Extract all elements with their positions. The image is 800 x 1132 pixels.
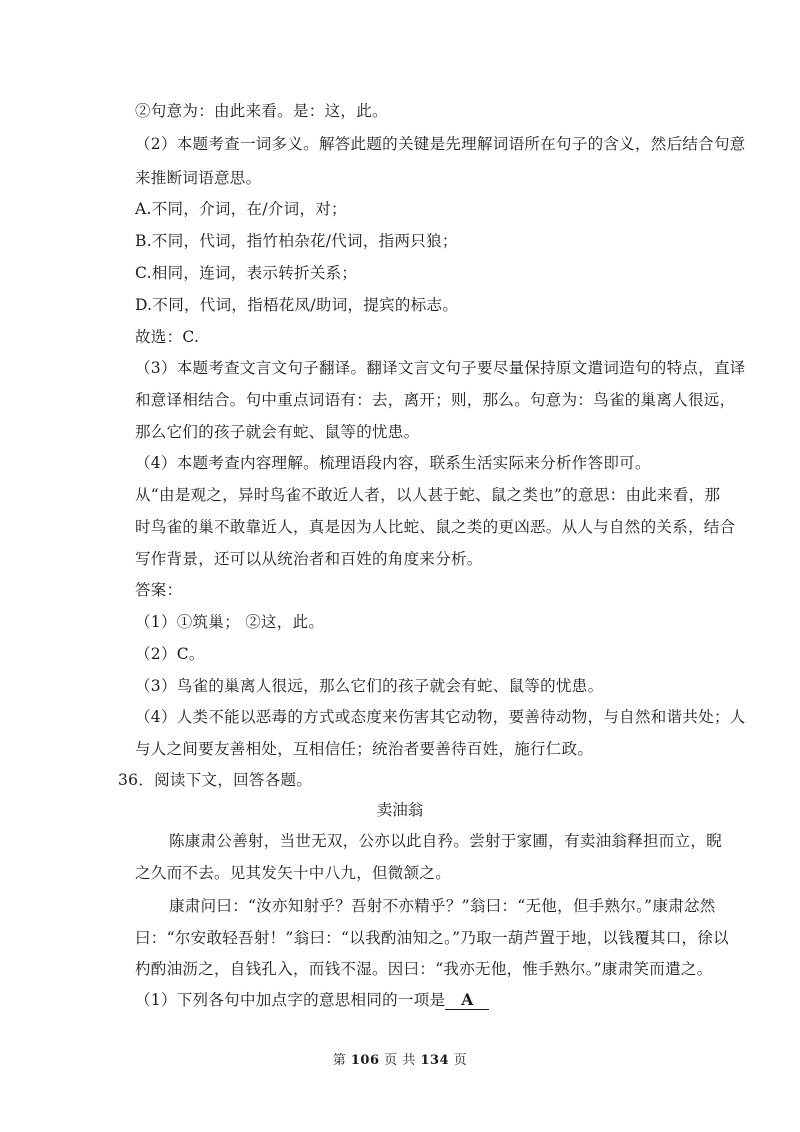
- text-line: A.不同，介词，在/介词，对；: [135, 200, 347, 218]
- footer-prefix: 第: [332, 1053, 347, 1068]
- passage-title: 卖油翁: [376, 801, 424, 819]
- text-line: （2）C。: [135, 645, 205, 663]
- footer-middle: 页 共: [384, 1053, 416, 1068]
- text-line: 从“由是观之，异时鸟雀不敢近人者，以人甚于蛇、鼠之类也”的意思：由此来看，那: [135, 486, 721, 504]
- page-footer: [0, 1052, 800, 1070]
- text-line: C.相同，连词，表示转折关系；: [135, 264, 358, 282]
- text-line: （3）本题考查文言文句子翻译。翻译文言文句子要尽量保持原文遣词造句的特点，直译: [135, 359, 746, 377]
- text-line: （4）人类不能以恶毒的方式或态度来伤害其它动物，要善待动物，与自然和谐共处；人: [135, 708, 746, 726]
- question-1: [135, 989, 489, 1011]
- question-prompt: （1）下列各句中加点字的意思相同的一项是: [135, 991, 446, 1009]
- text-line: 故选：C.: [135, 328, 200, 346]
- text-line: 答案：: [135, 581, 183, 599]
- text-line: D.不同，代词，指梧花凤/助词，提宾的标志。: [135, 296, 459, 314]
- text-line: （2）本题考查一词多义。解答此题的关键是先理解词语所在句子的含义，然后结合句意: [135, 135, 746, 153]
- answer-blank: A: [445, 991, 489, 1010]
- text-line: 和意译相结合。句中重点词语有：去，离开；则，那么。句意为：鸟雀的巢离人很远，: [135, 391, 736, 409]
- footer-suffix: 页: [453, 1053, 468, 1068]
- passage-line: 陈康肃公善射，当世无双，公亦以此自矜。尝射于家圃，有卖油翁释担而立，睨: [169, 832, 723, 850]
- passage-line: 之久而不去。见其发矢十中八九，但微颔之。: [135, 864, 452, 882]
- text-line: ②句意为：由此来看。是：这，此。: [135, 102, 388, 120]
- text-line: 那么它们的孩子就会有蛇、鼠等的忧患。: [135, 423, 420, 441]
- current-page-number: 106: [350, 1053, 380, 1068]
- passage-line: 曰：“尔安敢轻吾射！”翁曰：“以我酌油知之。”乃取一葫芦置于地，以钱覆其口，徐以: [135, 929, 729, 947]
- text-line: B.不同，代词，指竹柏杂花/代词，指两只狼；: [135, 232, 458, 250]
- total-page-number: 134: [420, 1053, 450, 1068]
- passage-line: 康肃问曰：“汝亦知射乎？吾射不亦精乎？”翁曰：“无他，但手熟尔。”康肃忿然: [169, 897, 716, 915]
- text-line: 来推断词语意思。: [135, 169, 262, 187]
- text-line: （4）本题考查内容理解。梳理语段内容，联系生活实际来分析作答即可。: [135, 454, 651, 472]
- question-number-36: 36．阅读下文，回答各题。: [118, 771, 313, 789]
- text-line: （1）①筑巢； ②这，此。: [135, 613, 325, 631]
- text-line: 时鸟雀的巢不敢靠近人，真是因为人比蛇、鼠之类的更凶恶。从人与自然的关系，结合: [135, 518, 736, 536]
- text-line: 写作背景，还可以从统治者和百姓的角度来分析。: [135, 550, 483, 568]
- text-line: （3）鸟雀的巢离人很远，那么它们的孩子就会有蛇、鼠等的忧患。: [135, 677, 604, 695]
- text-line: 与人之间要友善相处，互相信任；统治者要善待百姓，施行仁政。: [135, 740, 594, 758]
- passage-line: 杓酌油沥之，自钱孔入，而钱不湿。因曰：“我亦无他，惟手熟尔。”康肃笑而遣之。: [135, 960, 713, 978]
